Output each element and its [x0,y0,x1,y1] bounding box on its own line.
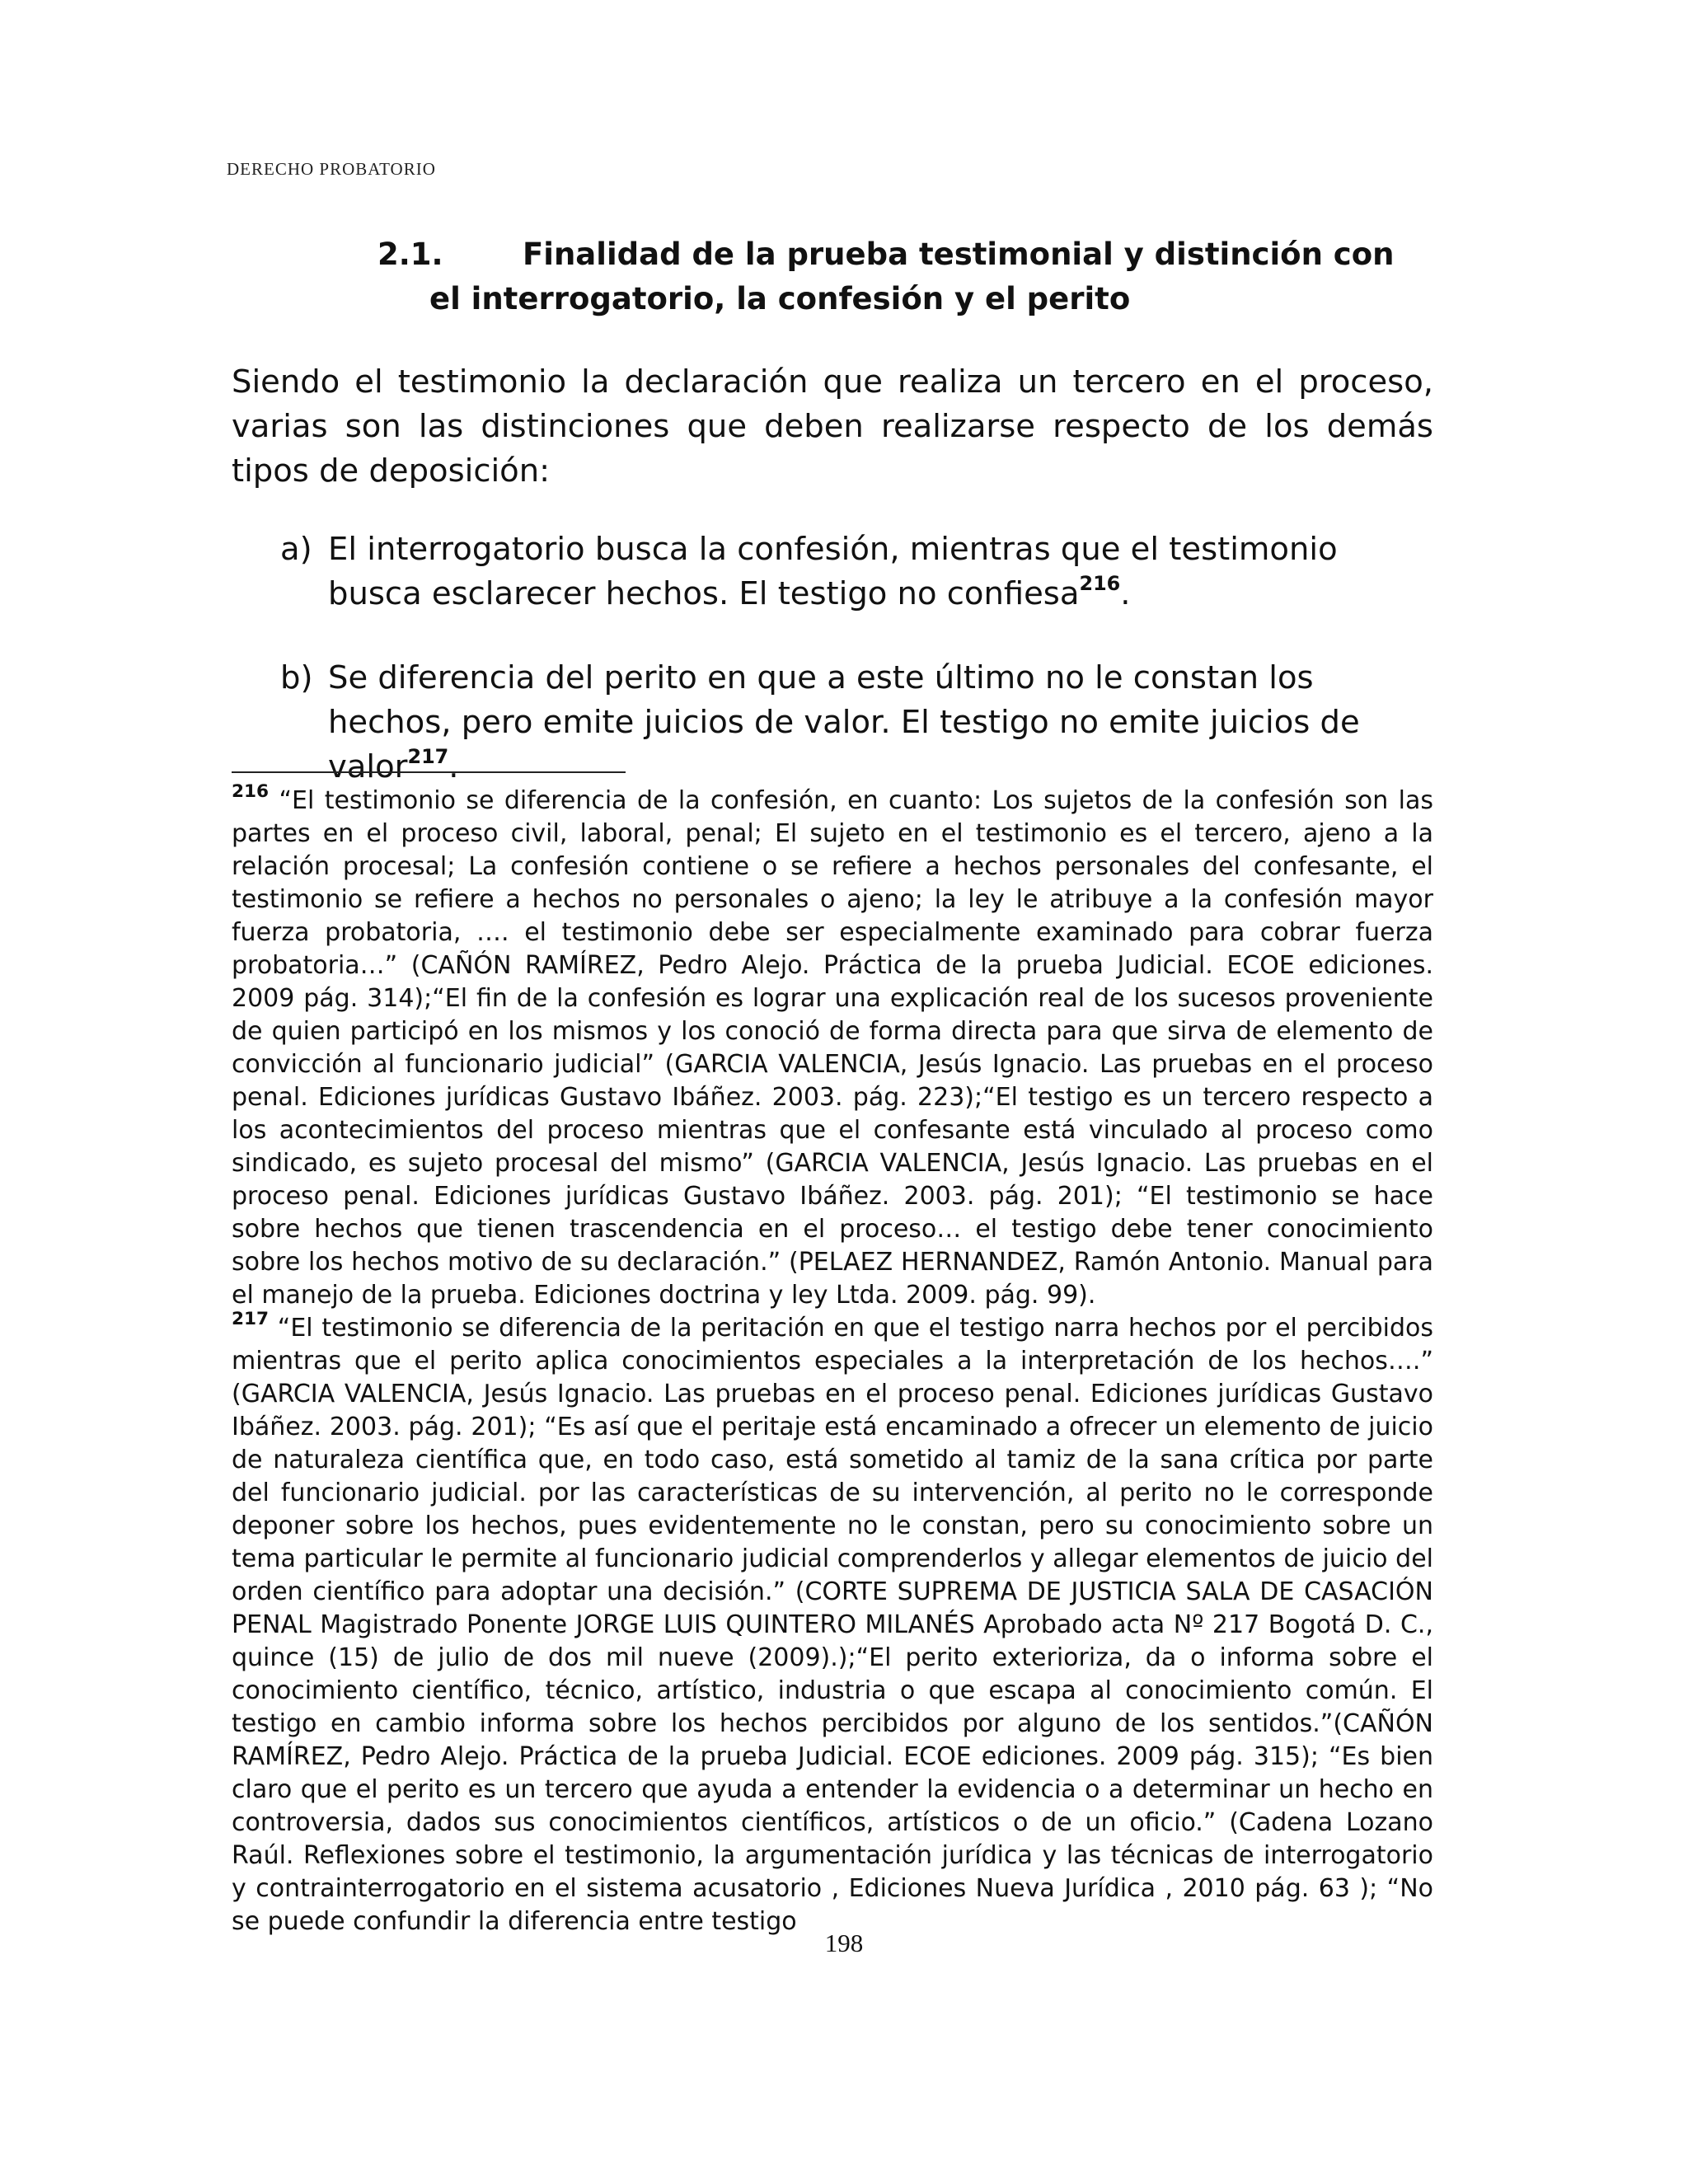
footnote-number: 217 [232,1308,270,1329]
running-header: DERECHO PROBATORIO [227,159,436,179]
footnote-number: 216 [232,780,270,802]
list-item-end: . [448,748,459,785]
section-number: 2.1. [377,237,443,272]
footnote [232,1308,1433,1938]
footnote-text: “El testimonio se diferencia de la confesión, en cuanto: Los sujetos de la confesión son las partes en el proceso civil, laboral, penal; El sujeto en el testimonio es el tercero, ajeno a la relación procesal; La confesión contiene o se refiere a hechos personales del confesante, el testimonio se refiere a hechos no personales o ajeno; la ley le atribuye a la confesión mayor fuerza probatoria, …. el testimonio debe ser especialmente examinado para cobrar fuerza probatoria…” (CAÑÓN RAMÍREZ, Pedro Alejo. Práctica de la prueba Judicial. ECOE ediciones. 2009 pág. 314);“El fin de la confesión es lograr una explicación real de los sucesos proveniente de quien participó en los mismos y los conoció de forma directa para que sirva de elemento de convicción al funcionario judicial” (GARCIA VALENCIA, Jesús Ignacio. Las pruebas en el proceso penal. Ediciones jurídicas Gustavo Ibáñez. 2003. pág. 223);“El testigo es un tercero respecto a los acontecimientos del proceso mientras que el confesante está vinculado al proceso como sindicado, es sujeto procesal del mismo” (GARCIA VALENCIA, Jesús Ignacio. Las pruebas en el proceso penal. Ediciones jurídicas Gustavo Ibáñez. 2003. pág. 201); “El testimonio se hace sobre hechos que tienen trascendencia en el proceso… el testigo debe tener conocimiento sobre los hechos motivo de su declaración.” (PELAEZ HERNANDEZ, Ramón Antonio. Manual para el manejo de la prueba. Ediciones doctrina y ley Ltda. 2009. pág. 99). [232,786,1433,1310]
list-item-text: El interrogatorio busca la confesión, mientras que el testimonio busca esclarecer hechos. El testigo no confiesa [328,531,1338,612]
intro-paragraph: Siendo el testimonio la declaración que realiza un tercero en el proceso, varias son las distinciones que deben realizarse respecto de los demás tipos de deposición: [232,363,1433,490]
list-item [280,656,1434,790]
list-item [280,527,1434,616]
list-item-end: . [1120,575,1131,612]
section-heading [377,232,1449,321]
section-title-line2: el interrogatorio, la confesión y el perito [429,281,1131,316]
footnote [232,780,1433,1312]
list-item-text: Se diferencia del perito en que a este último no le constan los hechos, pero emite juicios de valor. El testigo no emite juicios de valor [328,659,1360,785]
list-marker: b) [280,659,313,696]
section-title-line1: Finalidad de la prueba testimonial y distinción con [523,237,1395,272]
footnote-text: “El testimonio se diferencia de la peritación en que el testigo narra hechos por el percibidos mientras que el perito aplica conocimientos especiales a la interpretación de los hechos….” (GARCIA VALENCIA, Jesús Ignacio. Las pruebas en el proceso penal. Ediciones jurídicas Gustavo Ibáñez. 2003. pág. 201); “Es así que el peritaje está encaminado a ofrecer un elemento de juicio de naturaleza científica que, en todo caso, está sometido al tamiz de la sana crítica por parte del funcionario judicial. por las características de su intervención, al perito no le corresponde deponer sobre los hechos, pues evidentemente no le constan, pero su conocimiento sobre un tema particular le permite al funcionario judicial comprenderlos y allegar elementos de juicio del orden científico para adoptar una decisión.” (CORTE SUPREMA DE JUSTICIA SALA DE CASACIÓN PENAL Magistrado Ponente JORGE LUIS QUINTERO MILANÉS Aprobado acta Nº 217 Bogotá D. C., quince (15) de julio de dos mil nueve (2009).);“El perito exterioriza, da o informa sobre el conocimiento científico, técnico, artístico, industria o que escapa al conocimiento común. El testigo en cambio informa sobre los hechos percibidos por alguno de los sentidos.”(CAÑÓN RAMÍREZ, Pedro Alejo. Práctica de la prueba Judicial. ECOE ediciones. 2009 pág. 315); “Es bien claro que el perito es un tercero que ayuda a entender la evidencia o a determinar un hecho en controversia, dados sus conocimientos científicos, artísticos o de un oficio.” (Cadena Lozano Raúl. Reflexiones sobre el testimonio, la argumentación jurídica y las técnicas de interrogatorio y contrainterrogatorio en el sistema acusatorio , Ediciones Nueva Jurídica , 2010 pág. 63 ); “No se puede confundir la diferencia entre testigo [232,1314,1433,1936]
page-number: 198 [824,1929,864,1957]
footnote-reference[interactable]: 216 [1079,571,1121,595]
footnote-separator [232,771,626,773]
list-marker: a) [280,531,312,568]
footnote-reference[interactable]: 217 [407,744,449,768]
